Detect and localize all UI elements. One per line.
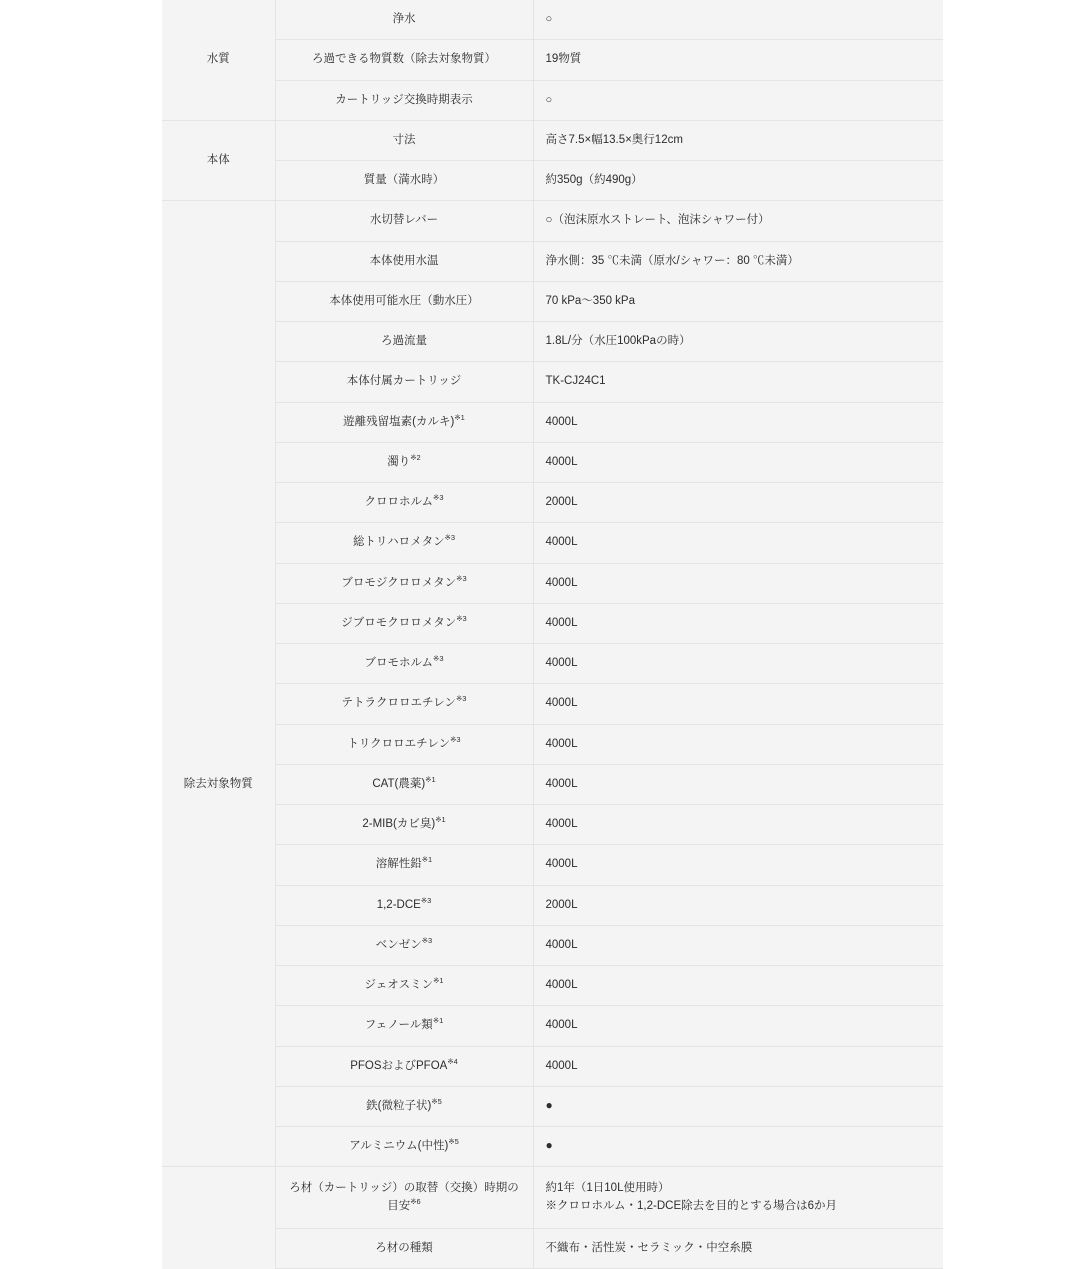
- row-item-label: 浄水: [275, 0, 533, 40]
- row-item-text: 2-MIB(カビ臭): [362, 818, 436, 830]
- row-value-text: ○: [545, 13, 553, 25]
- row-item-text: ベンゼン: [375, 938, 422, 951]
- row-item-footnote: ※1: [454, 412, 465, 422]
- row-value-text: ●: [545, 1138, 553, 1152]
- row-item-label: [275, 805, 533, 845]
- row-item-text: ブロモホルム: [364, 657, 434, 669]
- row-item-footnote: ※5: [448, 1137, 459, 1147]
- row-item-text: アルミニウム(中性): [349, 1140, 449, 1152]
- row-item-label: ろ過できる物質数（除去対象物質）: [275, 40, 533, 80]
- row-item-label: カートリッジ交換時期表示: [275, 80, 533, 120]
- table-row: [162, 1046, 943, 1086]
- row-item-label: [275, 483, 533, 523]
- row-item-text: 総トリハロメタン: [352, 536, 445, 549]
- table-row: [162, 684, 943, 724]
- row-value: 高さ7.5×幅13.5×奥行12cm: [533, 120, 943, 160]
- row-value: 浄水側：35 ℃未満（原水/シャワー：80 ℃未満）: [533, 241, 943, 281]
- row-item-text: 濁り: [387, 455, 411, 468]
- row-value: [533, 80, 943, 120]
- row-item-text: 鉄(微粒子状): [366, 1099, 432, 1112]
- table-row: [162, 241, 943, 281]
- row-item-footnote: ※3: [444, 533, 456, 543]
- row-item-footnote: ※3: [421, 935, 433, 945]
- row-item-footnote: ※3: [420, 895, 432, 905]
- table-row: [162, 161, 943, 201]
- table-row: [162, 1127, 943, 1167]
- table-row: [162, 1086, 943, 1126]
- row-value-text: ○: [545, 93, 553, 106]
- row-item-footnote: ※3: [450, 734, 461, 744]
- row-value: 約350g（約490g）: [533, 161, 943, 201]
- row-value: 不織布・活性炭・セラミック・中空糸膜: [533, 1228, 943, 1268]
- table-row: [162, 402, 943, 442]
- group-label-empty: [162, 1228, 275, 1268]
- table-row: [162, 644, 943, 684]
- row-item-label: 本体付属カートリッジ: [275, 362, 533, 402]
- row-item-text: ブロモジクロロメタン: [341, 576, 457, 589]
- row-item-text: PFOSおよびPFOA: [350, 1059, 448, 1072]
- row-item-label: [275, 1086, 533, 1126]
- row-item-label: [275, 845, 533, 885]
- row-item-footnote: ※3: [456, 573, 467, 583]
- row-item-label: [275, 603, 533, 643]
- table-row: [162, 523, 943, 563]
- row-item-label: [275, 764, 533, 804]
- row-item-text: 1,2-DCE: [376, 898, 421, 911]
- row-value: [533, 0, 943, 40]
- row-item-label: [275, 925, 533, 965]
- row-value: TK-CJ24C1: [533, 362, 943, 402]
- table-row: [162, 322, 943, 362]
- row-item-label: [275, 724, 533, 764]
- row-item-label: 水切替レバー: [275, 201, 533, 241]
- left-margin: [0, 0, 162, 1080]
- row-value: 4000L: [533, 442, 943, 482]
- row-item-label: [275, 1167, 533, 1229]
- table-row: [162, 845, 943, 885]
- group-label-removal-targets: 除去対象物質: [162, 402, 275, 1167]
- group-label-empty: [162, 201, 275, 241]
- row-item-label: ろ過流量: [275, 322, 533, 362]
- row-value: 4000L: [533, 684, 943, 724]
- row-value: 2000L: [533, 885, 943, 925]
- group-label-empty: [162, 281, 275, 321]
- table-row: [162, 966, 943, 1006]
- specification-table: [162, 0, 943, 1269]
- table-row: [162, 1006, 943, 1046]
- row-item-footnote: ※3: [433, 493, 444, 503]
- row-item-text: トリクロロエチレン: [347, 737, 451, 750]
- table-row: [162, 362, 943, 402]
- row-value-note: ※クロロホルム・1,2-DCE除去を目的とする場合は6か月: [545, 1199, 838, 1212]
- row-value: 4000L: [533, 1006, 943, 1046]
- row-item-label: 本体使用水温: [275, 241, 533, 281]
- row-value: 70 kPa〜350 kPa: [533, 281, 943, 321]
- row-item-label: [275, 563, 533, 603]
- row-item-footnote: ※3: [456, 613, 467, 623]
- specification-sheet: [162, 0, 943, 1269]
- row-value: 4000L: [533, 764, 943, 804]
- row-item-footnote: ※1: [433, 976, 444, 986]
- row-item-label: [275, 644, 533, 684]
- row-value: 4000L: [533, 805, 943, 845]
- table-row: [162, 885, 943, 925]
- row-item-text: テトラクロロエチレン: [341, 697, 456, 710]
- row-item-label: [275, 1046, 533, 1086]
- table-row: [162, 483, 943, 523]
- row-item-text: CAT(農薬): [372, 777, 426, 790]
- row-item-label: ろ材の種類: [275, 1228, 533, 1268]
- table-row: [162, 764, 943, 804]
- table-row: [162, 201, 943, 241]
- row-value: [533, 1086, 943, 1126]
- table-row: [162, 281, 943, 321]
- row-value: 19物質: [533, 40, 943, 80]
- row-item-footnote: ※2: [410, 452, 421, 462]
- row-value-text: 約1年（1日10L使用時）: [545, 1182, 670, 1195]
- row-item-label: [275, 684, 533, 724]
- row-item-text: 遊離残留塩素(カルキ): [343, 415, 455, 428]
- group-label-empty: [162, 1167, 275, 1229]
- row-item-label: [275, 1127, 533, 1167]
- row-item-text: ろ材（カートリッジ）の取替（交換）時期の目安: [289, 1182, 519, 1212]
- row-item-label: [275, 966, 533, 1006]
- table-row: [162, 1228, 943, 1268]
- row-value: 4000L: [533, 1046, 943, 1086]
- group-label-body: 本体: [162, 120, 275, 201]
- row-item-footnote: ※4: [447, 1056, 458, 1066]
- table-row: [162, 603, 943, 643]
- group-label-empty: [162, 362, 275, 402]
- row-value: 4000L: [533, 402, 943, 442]
- specification-table-body: [162, 0, 943, 1269]
- row-item-text: 溶解性鉛: [375, 858, 422, 871]
- group-label-empty: [162, 241, 275, 281]
- row-item-label: [275, 402, 533, 442]
- row-item-label: 質量（満水時）: [275, 161, 533, 201]
- group-label-empty: [162, 322, 275, 362]
- row-item-label: 本体使用可能水圧（動水圧）: [275, 281, 533, 321]
- row-item-footnote: ※6: [410, 1196, 421, 1206]
- table-row: [162, 442, 943, 482]
- table-row: [162, 80, 943, 120]
- row-item-footnote: ※1: [421, 855, 433, 865]
- row-value: 4000L: [533, 724, 943, 764]
- row-value: 4000L: [533, 925, 943, 965]
- row-value: 1.8L/分（水圧100kPaの時）: [533, 322, 943, 362]
- right-margin: [943, 0, 1080, 1080]
- table-row: [162, 120, 943, 160]
- row-item-text: フェノール類: [364, 1019, 433, 1032]
- group-label-water-quality: 水質: [162, 0, 275, 120]
- row-item-footnote: ※1: [432, 1016, 444, 1026]
- table-row: [162, 805, 943, 845]
- row-item-text: クロロホルム: [364, 496, 434, 508]
- row-value: 4000L: [533, 523, 943, 563]
- table-row: [162, 925, 943, 965]
- row-item-label: [275, 885, 533, 925]
- table-row: [162, 563, 943, 603]
- row-item-footnote: ※1: [435, 815, 446, 825]
- row-item-text: ジブロモクロロメタン: [341, 616, 457, 629]
- row-value: 2000L: [533, 483, 943, 523]
- row-value: [533, 1167, 943, 1229]
- row-value: 4000L: [533, 966, 943, 1006]
- table-row: [162, 0, 943, 40]
- row-value: 4000L: [533, 845, 943, 885]
- row-value: 4000L: [533, 644, 943, 684]
- table-row: [162, 1167, 943, 1229]
- row-item-footnote: ※1: [425, 774, 436, 784]
- row-item-footnote: ※3: [456, 694, 467, 704]
- row-value: 4000L: [533, 563, 943, 603]
- row-item-text: ジェオスミン: [364, 979, 434, 991]
- row-item-label: [275, 1006, 533, 1046]
- row-item-label: [275, 523, 533, 563]
- row-item-footnote: ※5: [431, 1096, 442, 1106]
- row-item-footnote: ※3: [433, 654, 444, 664]
- row-value: 4000L: [533, 603, 943, 643]
- row-value: [533, 1127, 943, 1167]
- row-value-text: ●: [545, 1097, 553, 1112]
- row-value: ○（泡沫原水ストレート、泡沫シャワー付）: [533, 201, 943, 241]
- table-row: [162, 724, 943, 764]
- row-item-label: 寸法: [275, 120, 533, 160]
- table-row: [162, 40, 943, 80]
- row-item-label: [275, 442, 533, 482]
